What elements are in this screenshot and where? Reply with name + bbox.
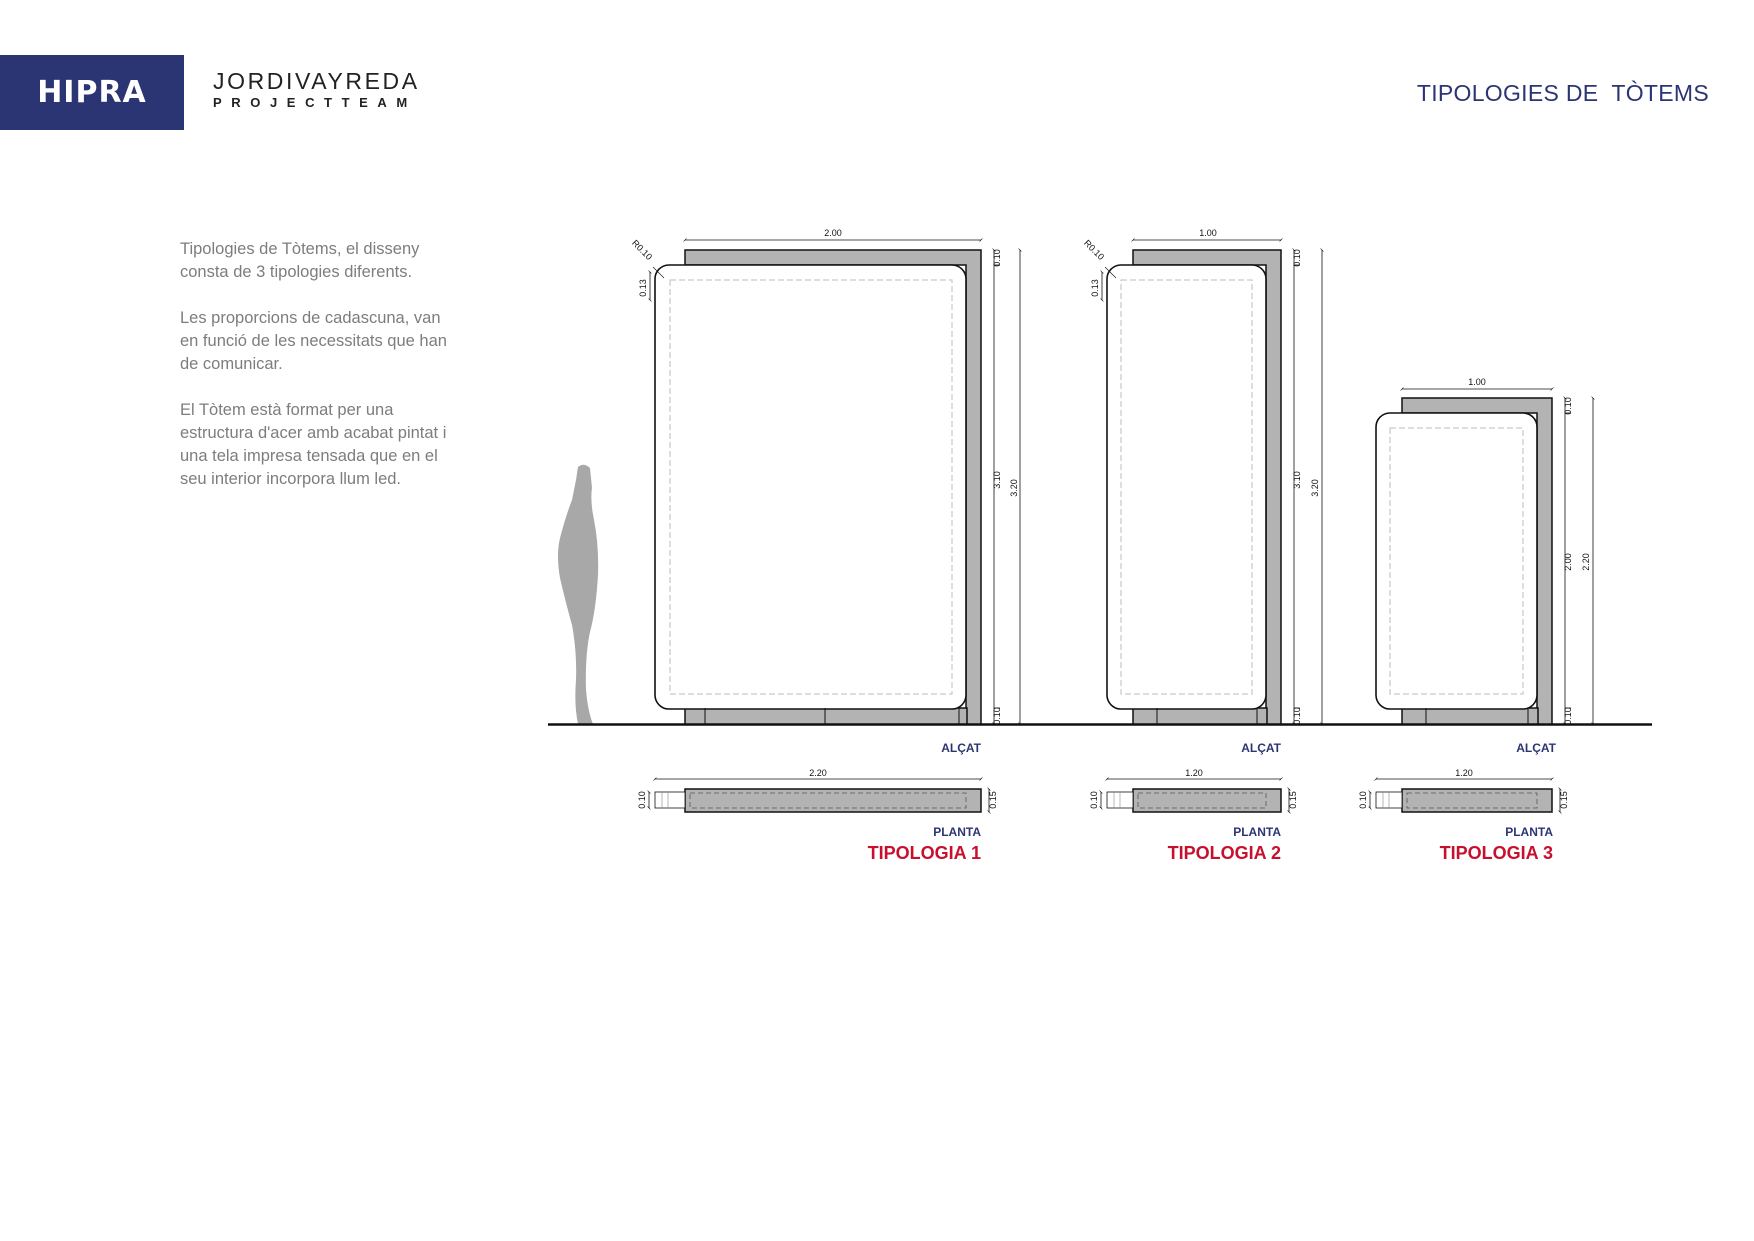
plan-steel [1133,789,1281,812]
dim-frame-top: 0.10 [992,249,1002,267]
elevation-label: ALÇAT [1516,741,1556,755]
plan-width: 1.20 [1185,768,1203,778]
dim-frame-top: 0.10 [1563,397,1573,415]
tipologia-label: TIPOLOGIA 3 [1439,843,1553,863]
dim-width: 1.00 [1199,228,1217,238]
plan-depth-front: 0.10 [1358,791,1368,809]
dim-top-gap: 0.13 [1090,279,1100,297]
plan-steel [685,789,981,812]
plan-width: 2.20 [809,768,827,778]
tipologia-2-elevation [1107,250,1281,724]
tipologia-3-elevation [1376,398,1552,724]
elevation-label: ALÇAT [941,741,981,755]
dim-total-height: 3.20 [1009,479,1019,497]
plan-depth-front: 0.10 [637,791,647,809]
plan-label: PLANTA [1233,825,1281,839]
studio-logo-line1: JORDIVAYREDA [213,68,420,94]
dim-base: 0.10 [1563,707,1573,725]
description-paragraph: Tipologies de Tòtems, el disseny consta de 3 tipologies diferents. [180,240,420,281]
tipologia-2-plan [1089,768,1298,863]
tipologia-3-plan [1358,768,1569,863]
dim-top-gap: 0.13 [638,279,648,297]
dim-base: 0.10 [1292,707,1302,725]
dim-frame-top: 0.10 [1292,249,1302,267]
plan-depth-total: 0.15 [988,791,998,809]
plan-depth-total: 0.15 [1288,791,1298,809]
plan-depth-front: 0.10 [1089,791,1099,809]
studio-logo-line2: PROJECTTEAM [213,95,417,110]
tipologia-label: TIPOLOGIA 1 [867,843,981,863]
dim-fabric-height: 2.00 [1563,553,1573,571]
tipologia-label: TIPOLOGIA 2 [1167,843,1281,863]
tipologia-1-elevation [655,250,981,724]
tipologia-1-plan [637,768,998,863]
description-paragraph: El Tòtem està format per una estructura d'acer amb acabat pintat i una tela impresa tensada que en el seu interior incorpora llum led. [180,401,447,488]
plan-label: PLANTA [1505,825,1553,839]
human-figure-icon [558,465,598,724]
steel-base [685,708,967,724]
plan-label: PLANTA [933,825,981,839]
dim-width: 2.00 [824,228,842,238]
steel-base [1402,708,1538,724]
hipra-logo-text: HIPRA [37,75,147,110]
elevation-label: ALÇAT [1241,741,1281,755]
plan-width: 1.20 [1455,768,1473,778]
dim-fabric-height: 3.10 [992,471,1002,489]
fabric-panel [655,265,966,709]
dim-total-height: 2.20 [1581,553,1591,571]
description-paragraph: Les proporcions de cadascuna, van en funció de les necessitats que han de comunicar. [180,309,447,373]
dim-total-height: 3.20 [1310,479,1320,497]
page-title: TIPOLOGIES DE TÒTEMS [1416,80,1709,106]
plan-depth-total: 0.15 [1559,791,1569,809]
fabric-panel [1376,413,1537,709]
dim-radius: R0.10 [630,237,655,262]
dim-base: 0.10 [992,707,1002,725]
dim-width: 1.00 [1468,377,1486,387]
plan-steel [1402,789,1552,812]
plan-fabric [655,792,685,808]
fabric-panel [1107,265,1266,709]
dim-radius: R0.10 [1082,237,1107,262]
steel-base [1133,708,1267,724]
dim-fabric-height: 3.10 [1292,471,1302,489]
